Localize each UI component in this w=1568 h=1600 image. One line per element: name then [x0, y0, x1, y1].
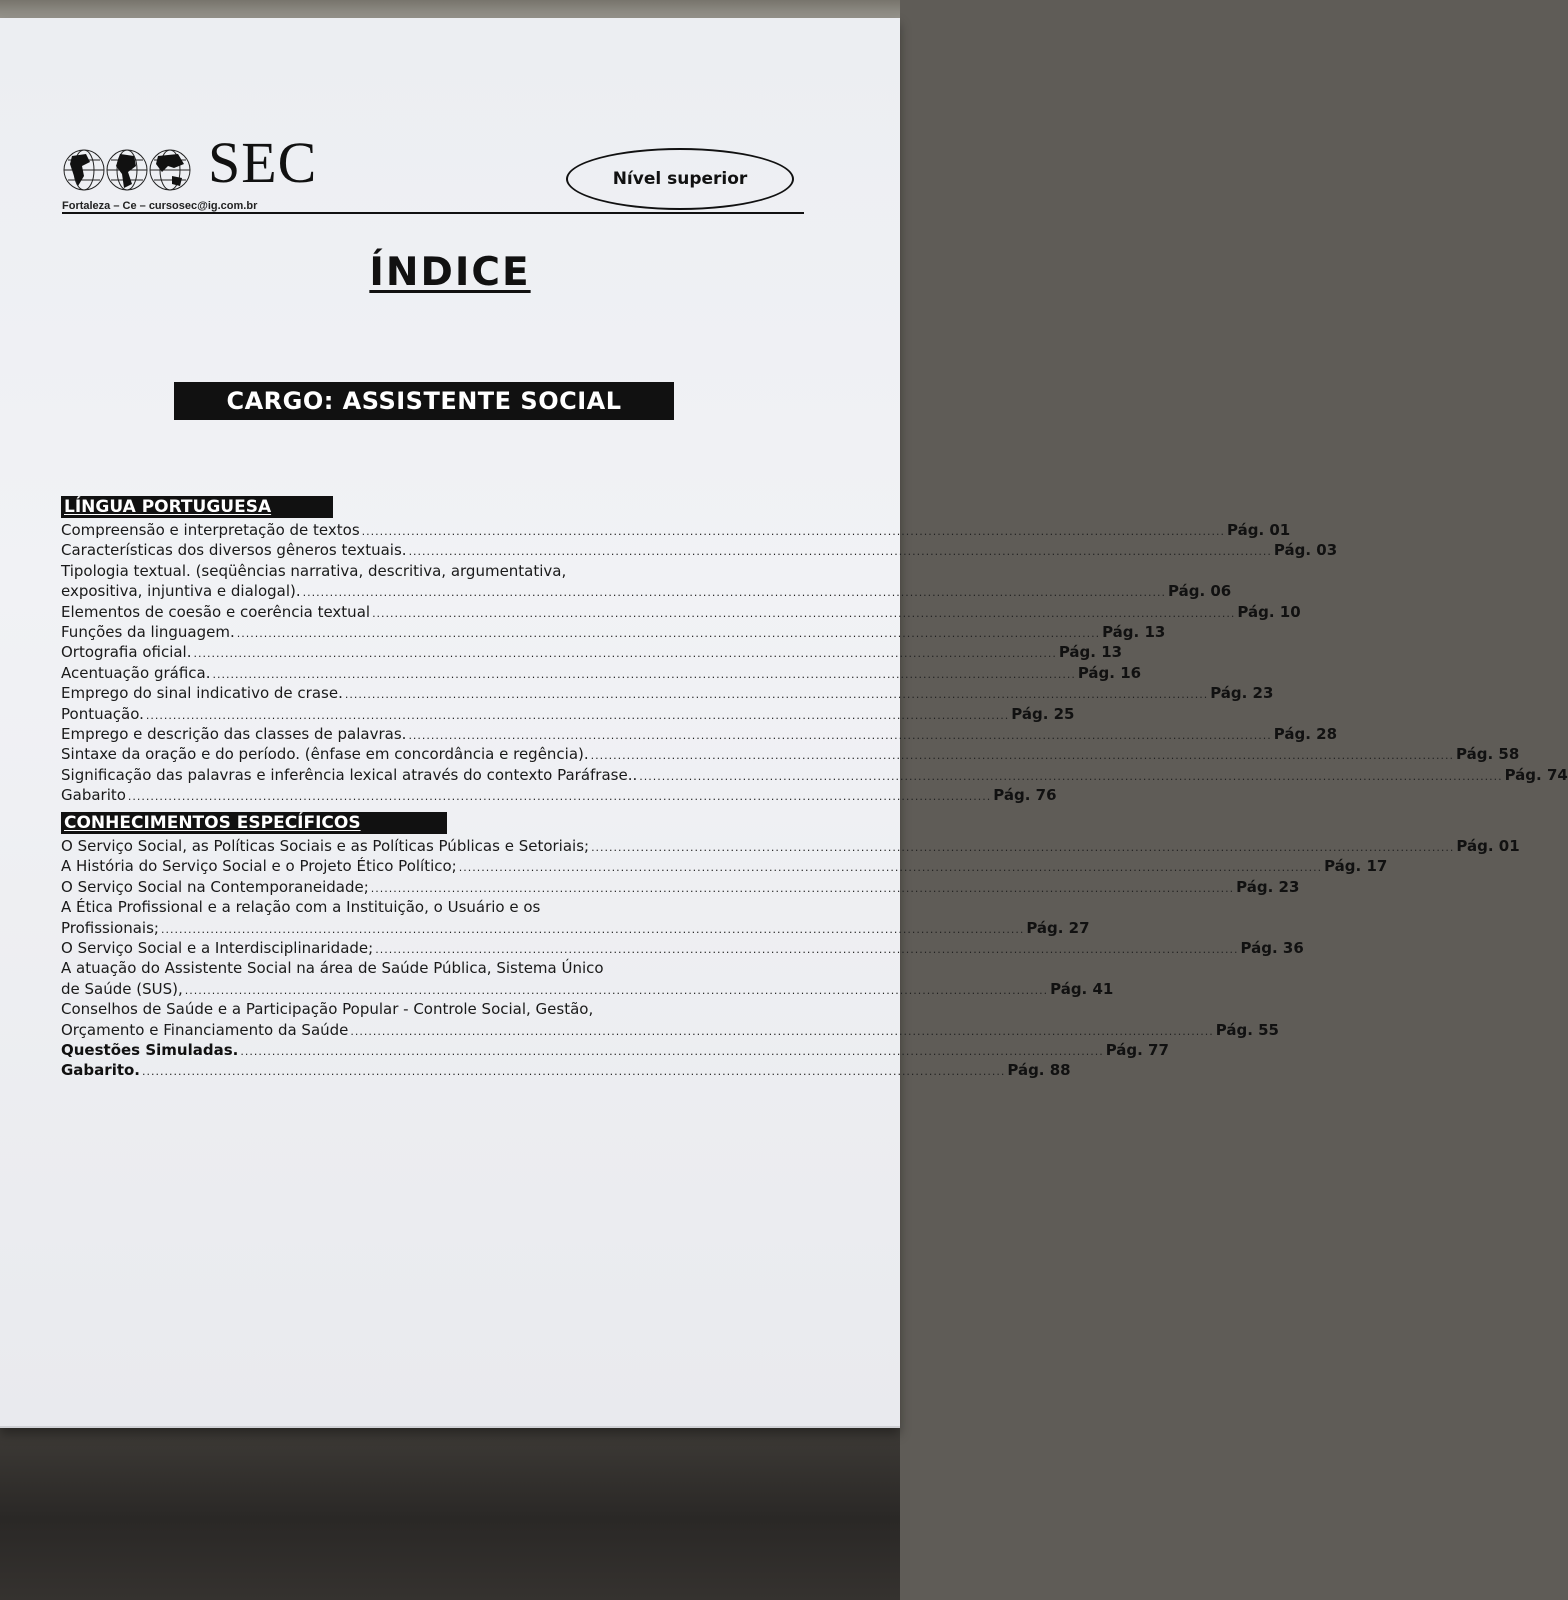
toc-entry-title: Conselhos de Saúde e a Participação Popular - Controle Social, Gestão, [61, 1000, 594, 1019]
toc-entry-page: Pág. 03 [1273, 541, 1338, 560]
toc-entry-title: O Serviço Social, as Políticas Sociais e as Políticas Públicas e Setoriais; [61, 837, 590, 855]
toc-entry-title: A atuação do Assistente Social na área de Saúde Pública, Sistema Único [61, 959, 604, 978]
toc-entry-page: Pág. 55 [1215, 1020, 1279, 1039]
toc-entry[interactable] [61, 765, 1568, 785]
section-heading-text: LÍNGUA PORTUGUESA [64, 497, 272, 517]
toc-entry-page: Pág. 88 [1007, 1061, 1071, 1080]
section-heading-text: CONHECIMENTOS ESPECÍFICOS [64, 813, 361, 833]
toc-leader-dots: ................................................................................................................................................................................................ [372, 606, 1236, 620]
toc-entry-page: Pág. 13 [1102, 622, 1166, 641]
toc-entry-title: A Ética Profissional e a relação com a Instituição, o Usuário e os [61, 898, 541, 917]
toc-entry-page: Pág. 10 [1237, 602, 1301, 621]
toc-leader-dots: ................................................................................................................................................................................................ [350, 1024, 1214, 1038]
toc-entry-page: Pág. 74 [1504, 765, 1568, 784]
toc-entry[interactable] [61, 856, 1388, 876]
section-heading-lingua-portuguesa [61, 496, 333, 518]
toc-entry[interactable] [61, 663, 1142, 683]
toc-leader-dots: ................................................................................................................................................................................................ [193, 647, 1057, 661]
globe-logo-icon [62, 142, 192, 198]
toc-entry-page: Pág. 58 [1456, 745, 1520, 764]
position-banner: CARGO: ASSISTENTE SOCIAL [174, 382, 674, 420]
toc-leader-dots: ................................................................................................................................................................................................ [408, 545, 1272, 559]
toc-entry-title: Emprego do sinal indicativo de crase. [61, 684, 343, 703]
toc-leader-dots: ................................................................................................................................................................................................ [591, 841, 1455, 854]
toc-entry-title: Pontuação. [61, 704, 144, 723]
toc-entry-page: Pág. 17 [1324, 857, 1388, 876]
toc-entry-title: Sintaxe da oração e do período. (ênfase em concordância e regência). [61, 745, 589, 764]
toc-entry-title: expositiva, injuntiva e dialogal). [61, 582, 301, 601]
toc-entry-title: O Serviço Social e a Interdisciplinaridade; [61, 938, 374, 957]
toc-entry-title: Funções da linguagem. [61, 622, 235, 641]
toc-entry-line [61, 897, 805, 917]
toc-entry[interactable] [61, 724, 1338, 744]
toc-leader-dots: ................................................................................................................................................................................................ [142, 1065, 1006, 1079]
toc-entry[interactable] [61, 622, 1166, 642]
toc-leader-dots: ................................................................................................................................................................................................ [408, 728, 1272, 742]
toc-entry[interactable] [61, 938, 1304, 958]
toc-entry-title: Compreensão e interpretação de textos [61, 521, 360, 539]
toc-entry-title: Ortografia oficial. [61, 643, 192, 662]
toc-entry-title: Emprego e descrição das classes de palavras. [61, 724, 407, 743]
toc-entry-line [61, 958, 805, 978]
toc-entry[interactable] [61, 1020, 1279, 1040]
toc-entry-page: Pág. 76 [993, 786, 1057, 805]
toc-leader-dots: ................................................................................................................................................................................................ [212, 667, 1076, 681]
toc-leader-dots: ................................................................................................................................................................................................ [184, 983, 1049, 997]
toc-entry-page: Pág. 25 [1011, 704, 1075, 723]
toc-entry[interactable] [61, 642, 1123, 662]
toc-entry[interactable] [61, 581, 1232, 601]
toc-entry-page: Pág. 28 [1273, 724, 1338, 743]
toc-entry-title: de Saúde (SUS), [61, 979, 183, 998]
toc-entry[interactable] [61, 683, 1274, 703]
toc-leader-dots: ................................................................................................................................................................................................ [240, 1044, 1104, 1058]
toc-entry[interactable] [61, 918, 1090, 938]
toc-entry[interactable] [61, 1060, 1071, 1080]
toc-leader-dots: ................................................................................................................................................................................................ [344, 688, 1209, 702]
brand-name: SEC [208, 130, 318, 195]
toc-entry-page: Pág. 23 [1210, 684, 1274, 703]
level-badge: Nível superior [566, 148, 794, 210]
toc-list-lingua-portuguesa [61, 520, 1568, 805]
toc-leader-dots: ................................................................................................................................................................................................ [127, 790, 992, 804]
toc-entry-line [61, 561, 805, 581]
toc-entry-title: Orçamento e Financiamento da Saúde [61, 1020, 349, 1039]
toc-entry[interactable] [61, 979, 1114, 999]
toc-entry-page: Pág. 23 [1236, 877, 1300, 896]
background-surface [0, 1420, 900, 1600]
toc-leader-dots: ................................................................................................................................................................................................ [236, 626, 1101, 640]
toc-entry-title: Significação das palavras e inferência lexical através do contexto Paráfrase.. [61, 765, 638, 784]
toc-entry[interactable] [61, 540, 1338, 560]
contact-line: Fortaleza – Ce – cursosec@ig.com.br [62, 200, 258, 212]
toc-leader-dots: ................................................................................................................................................................................................ [160, 922, 1025, 936]
toc-entry-page: Pág. 27 [1026, 918, 1090, 937]
toc-leader-dots: ................................................................................................................................................................................................ [145, 708, 1010, 722]
toc-entry-page: Pág. 36 [1240, 938, 1304, 957]
page-title [0, 250, 900, 295]
document-page [0, 18, 1568, 1428]
toc-entry[interactable] [61, 520, 1291, 540]
toc-entry-page: Pág. 16 [1077, 663, 1142, 682]
section-heading-conhecimentos-especificos [61, 812, 447, 834]
toc-list-conhecimentos-especificos [61, 836, 1520, 1081]
toc-leader-dots: ................................................................................................................................................................................................ [302, 586, 1166, 600]
toc-entry-page: Pág. 06 [1168, 582, 1232, 601]
toc-entry-title: Profissionais; [61, 918, 159, 937]
toc-leader-dots: ................................................................................................................................................................................................ [375, 942, 1239, 956]
toc-entry-page: Pág. 13 [1058, 643, 1123, 662]
toc-entry-title: Gabarito. [61, 1061, 141, 1080]
toc-leader-dots: ................................................................................................................................................................................................ [590, 749, 1455, 763]
toc-entry-title: Questões Simuladas. [61, 1040, 239, 1059]
toc-leader-dots: ................................................................................................................................................................................................ [370, 881, 1235, 895]
toc-entry-line [61, 999, 805, 1019]
toc-entry-title: A História do Serviço Social e o Projeto Ético Político; [61, 857, 457, 876]
toc-entry-title: Tipologia textual. (seqüências narrativa, descritiva, argumentativa, [61, 561, 567, 580]
page-title-text: ÍNDICE [369, 250, 531, 295]
toc-entry-title: Características dos diversos gêneros textuais. [61, 541, 407, 560]
toc-entry-title: O Serviço Social na Contemporaneidade; [61, 877, 369, 896]
toc-entry-page: Pág. 01 [1456, 837, 1520, 855]
header-divider [62, 212, 804, 214]
toc-leader-dots: ................................................................................................................................................................................................ [639, 769, 1503, 783]
toc-entry-title: Elementos de coesão e coerência textual [61, 602, 371, 621]
toc-entry-page: Pág. 41 [1050, 979, 1114, 998]
toc-entry[interactable] [61, 704, 1075, 724]
toc-entry-page: Pág. 01 [1227, 521, 1291, 539]
toc-entry[interactable] [61, 877, 1300, 897]
toc-leader-dots: ................................................................................................................................................................................................ [361, 525, 1225, 538]
toc-entry[interactable] [61, 1040, 1169, 1060]
toc-entry-page: Pág. 77 [1105, 1040, 1169, 1059]
toc-leader-dots: ................................................................................................................................................................................................ [458, 861, 1323, 875]
toc-entry[interactable] [61, 602, 1301, 622]
toc-entry-title: Acentuação gráfica. [61, 663, 211, 682]
toc-entry-title: Gabarito [61, 786, 126, 805]
toc-entry[interactable] [61, 744, 1520, 764]
toc-entry[interactable] [61, 785, 1057, 805]
toc-entry[interactable] [61, 836, 1520, 856]
